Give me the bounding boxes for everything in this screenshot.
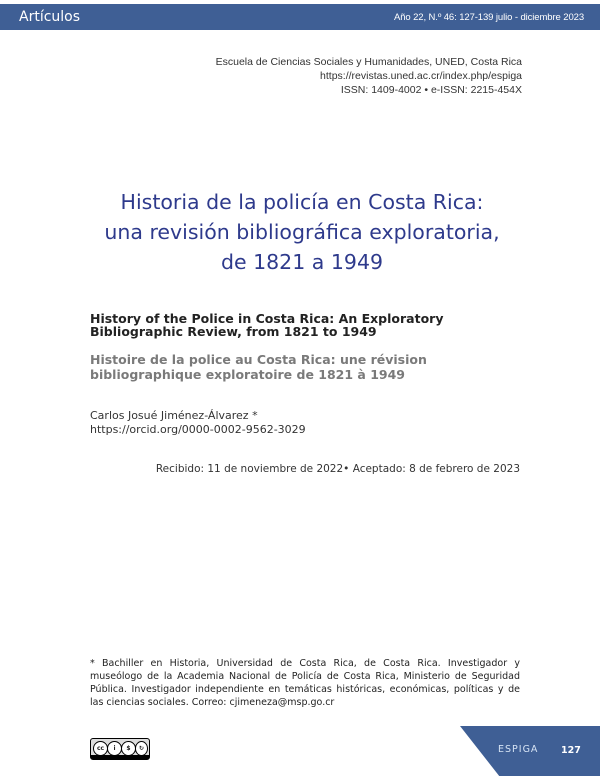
issue-info: Año 22, N.º 46: 127-139 julio - diciembre 2023 (393, 12, 584, 23)
title-line-1: Historia de la policía en Costa Rica: (120, 190, 484, 214)
title-english: History of the Police in Costa Rica: An Exploratory Bibliographic Review, from 1821 to 1949 (90, 311, 444, 339)
issn: ISSN: 1409-4002 • e-ISSN: 2215-454X (340, 84, 522, 96)
creative-commons-icon: cc (93, 741, 108, 756)
cc-strip (91, 755, 149, 759)
sa-icon: ↻ (135, 741, 148, 756)
by-icon: i (107, 741, 122, 756)
title-line-3: de 1821 a 1949 (220, 250, 384, 274)
title-line-2: una revisión bibliográfica exploratoria, (104, 220, 500, 244)
cc-license-badge[interactable] (90, 738, 150, 760)
author-block (90, 409, 306, 437)
espiga-logo: ESPIGA (498, 744, 539, 755)
author-footnote: * Bachiller en Historia, Universidad de Costa Rica, de Costa Rica. Investigador y museólogo de la Academia Nacional de Policía de Costa Rica, Ministerio de Seguridad Pública. Investigador independiente en temáticas históricas, económicas, políticas y de las ciencias sociales. Correo: cjimeneza@msp.go.cr (90, 658, 520, 708)
submission-dates: Recibido: 11 de noviembre de 2022• Aceptado: 8 de febrero de 2023 (155, 463, 520, 475)
institution: Escuela de Ciencias Sociales y Humanidades, UNED, Costa Rica (215, 56, 522, 68)
section-label: Artículos (19, 9, 81, 25)
author-orcid[interactable]: https://orcid.org/0000-0002-9562-3029 (90, 423, 306, 436)
title-french: Histoire de la police au Costa Rica: une révision bibliographique exploratoire de 1821 à 1949 (90, 352, 427, 382)
title-spanish (60, 187, 544, 277)
page-number: 127 (561, 745, 581, 756)
author-name: Carlos Josué Jiménez-Álvarez * (90, 409, 258, 422)
journal-url[interactable]: https://revistas.uned.ac.cr/index.php/espiga (320, 70, 522, 82)
header-bar (0, 4, 600, 30)
nc-icon: $ (121, 741, 136, 756)
journal-meta (216, 55, 522, 97)
